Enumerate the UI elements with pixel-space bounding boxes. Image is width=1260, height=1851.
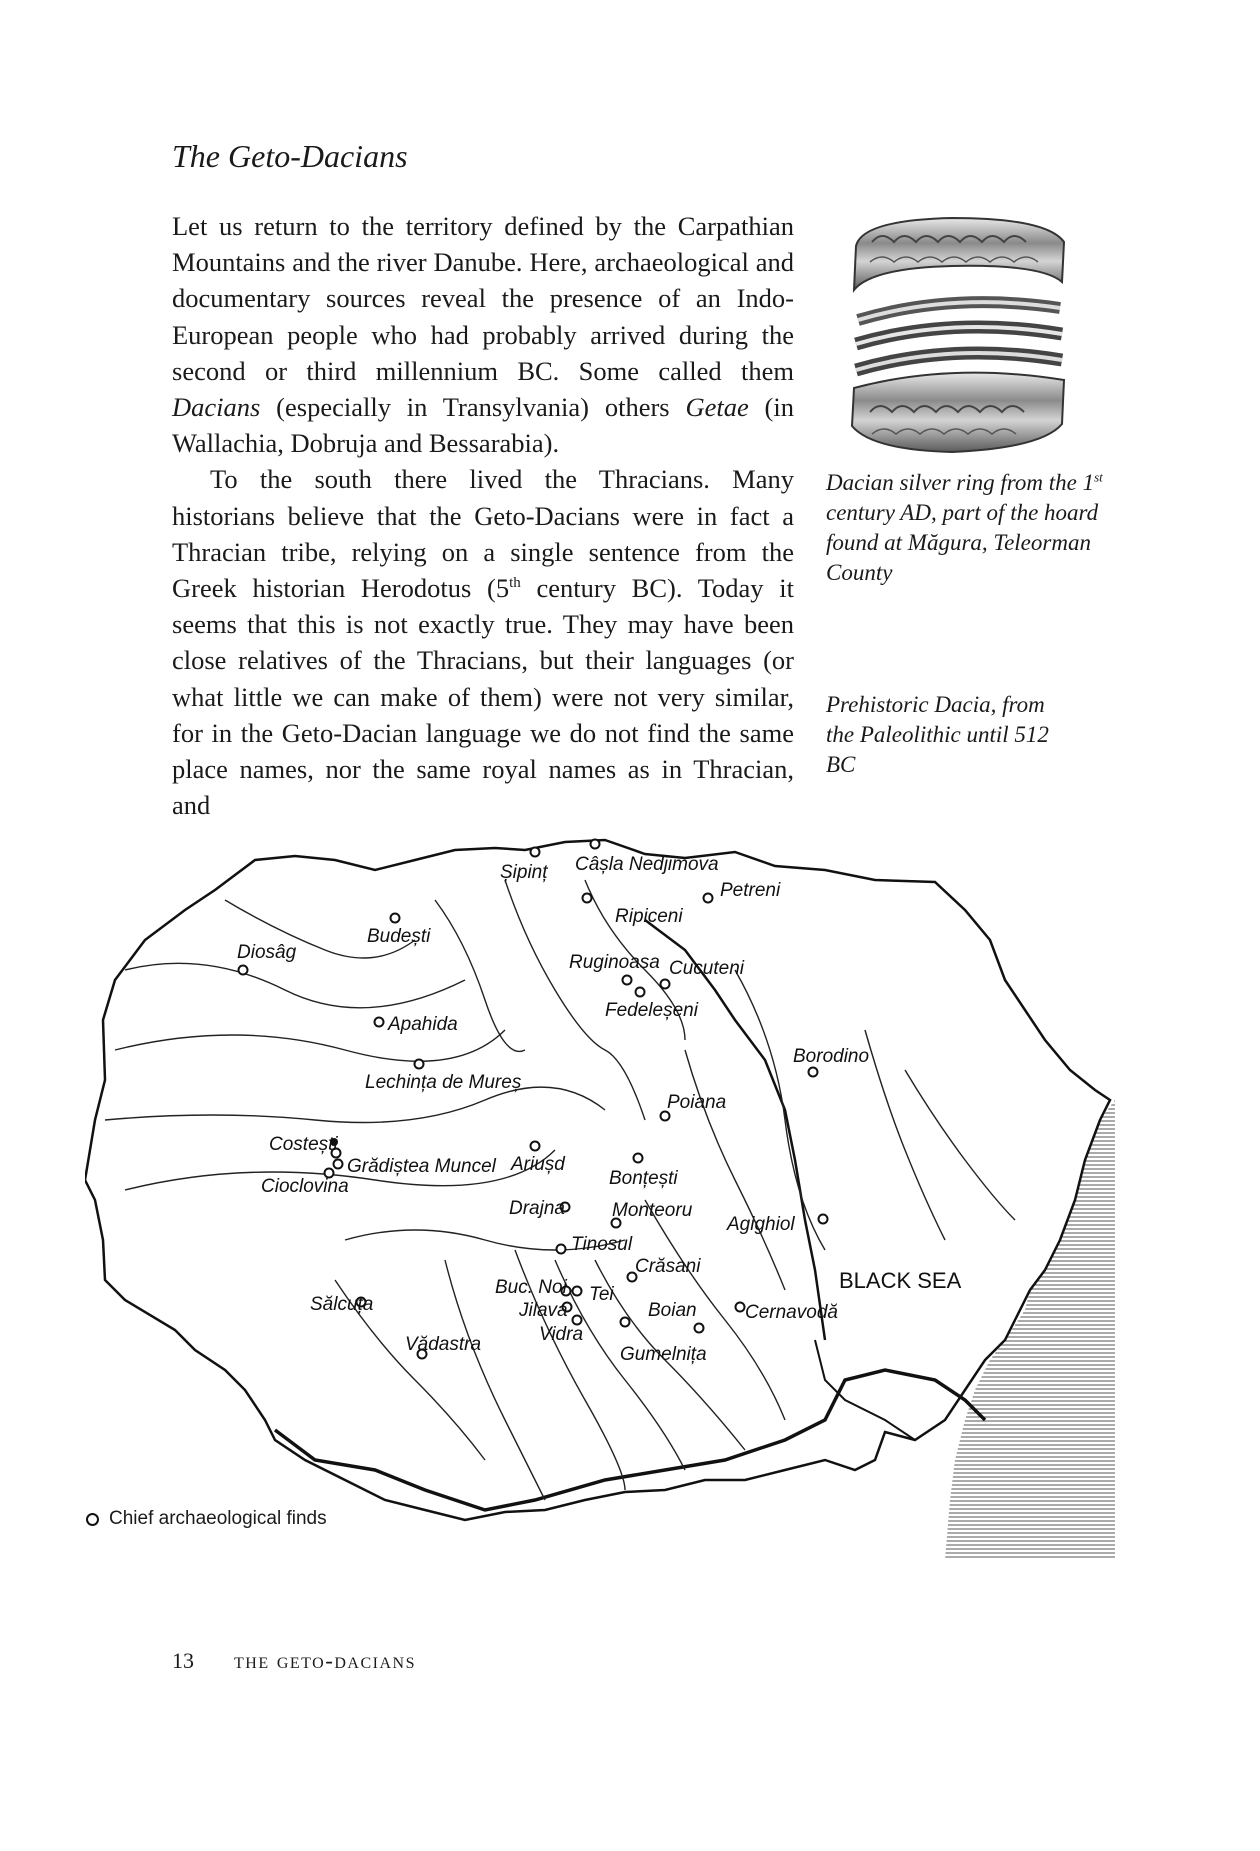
site-marker [415, 1060, 424, 1069]
site-marker [531, 1142, 540, 1151]
legend-label: Chief archaeological finds [109, 1508, 327, 1529]
body-text [172, 208, 794, 823]
silver-ring-image [842, 212, 1074, 460]
paragraph-2: To the south there lived the Thracians. Many historians believe that the Geto-Dacians were in fact a Thracian tribe, relying on a single sentence from the Greek historian Herodotus (5th century BC). Today it seems that this is not exactly true. They may have been close relatives of the Thracians, but their languages (or what little we can make of them) were not very similar, for in the Geto-Dacian language we do not find the same place names, nor the same royal names as in Thracian, and [172, 464, 795, 821]
running-head: the geto-dacians [234, 1648, 416, 1673]
site-marker [375, 1018, 384, 1027]
site-marker [636, 988, 645, 997]
section-title: The Geto-Dacians [172, 138, 408, 174]
site-marker [634, 1154, 643, 1163]
site-label: Diosâg [237, 942, 297, 963]
site-label: Grădiștea Muncel [347, 1156, 496, 1177]
site-label: Tinosul [571, 1234, 633, 1255]
site-marker [583, 894, 592, 903]
site-label: Vădastra [405, 1334, 482, 1355]
danube-river [275, 1370, 985, 1510]
site-marker [557, 1245, 566, 1254]
site-marker [334, 1160, 343, 1169]
site-marker [819, 1215, 828, 1224]
prehistoric-dacia-map [85, 820, 1115, 1560]
site-label: Ruginoasa [569, 952, 660, 973]
page-footer [172, 1648, 416, 1674]
site-label: Agighiol [727, 1214, 795, 1235]
site-label: Borodino [793, 1046, 870, 1067]
site-label: Crăsani [635, 1256, 701, 1277]
site-marker [704, 894, 713, 903]
site-marker [661, 980, 670, 989]
site-label: Boian [648, 1300, 697, 1321]
black-sea [945, 1100, 1115, 1560]
site-label: Cioclovina [261, 1176, 349, 1197]
black-sea-label: BLACK SEA [839, 1268, 962, 1293]
site-label: Tei [589, 1284, 614, 1305]
site-marker [531, 848, 540, 857]
site-label: Fedeleșeni [605, 1000, 698, 1021]
site-label: Ariușd [511, 1154, 565, 1175]
legend-marker-icon [86, 1513, 99, 1526]
site-label: Bonțești [609, 1168, 678, 1189]
site-label: Drajna [509, 1198, 565, 1219]
site-marker [591, 840, 600, 849]
site-label: Sălcuța [310, 1294, 374, 1315]
site-label: Cernavodă [745, 1302, 838, 1323]
site-label: Jilava [519, 1300, 568, 1321]
site-label: Câșla Nedjimova [575, 854, 719, 875]
site-label: Buc. Noi [495, 1277, 567, 1298]
map-caption: Prehistoric Dacia, from the Paleolithic until 512 BC [826, 692, 1049, 777]
site-label: Petreni [720, 880, 781, 901]
site-label: Vidra [539, 1324, 584, 1345]
site-marker [239, 966, 248, 975]
page-number: 13 [172, 1648, 194, 1673]
site-marker [695, 1324, 704, 1333]
site-marker [623, 976, 632, 985]
site-marker [809, 1068, 818, 1077]
site-label: Șipinț [500, 862, 548, 883]
site-marker [621, 1318, 630, 1327]
site-label: Monteoru [612, 1200, 693, 1221]
site-marker [391, 914, 400, 923]
map-legend [86, 1508, 327, 1530]
site-marker [573, 1287, 582, 1296]
site-label: Cucuteni [669, 958, 744, 979]
site-marker [736, 1303, 745, 1312]
site-label: Lechința de Mureș [365, 1072, 522, 1093]
site-label: Budești [367, 926, 431, 947]
prut-river [645, 920, 825, 1340]
paragraph-1: Let us return to the territory defined by the Carpathian Mountains and the river Danube. Here, archaeological and documentary sources reveal the presence of an Indo-European people who had probably arrived during the second or third millennium BC. Some called them Dacians (especially in Transylvania) others Getae (in Wallachia, Dobruja and Bessarabia). [172, 211, 794, 459]
site-label: Gumelnița [620, 1344, 707, 1365]
site-label: Costești [269, 1134, 338, 1155]
site-label: Apahida [388, 1014, 458, 1035]
site-label: Poiana [667, 1092, 727, 1113]
ring-caption: Dacian silver ring from the 1st century AD, part of the hoard found at Măgura, Teleorman County [826, 469, 1103, 585]
site-label: Ripiceni [615, 906, 683, 927]
